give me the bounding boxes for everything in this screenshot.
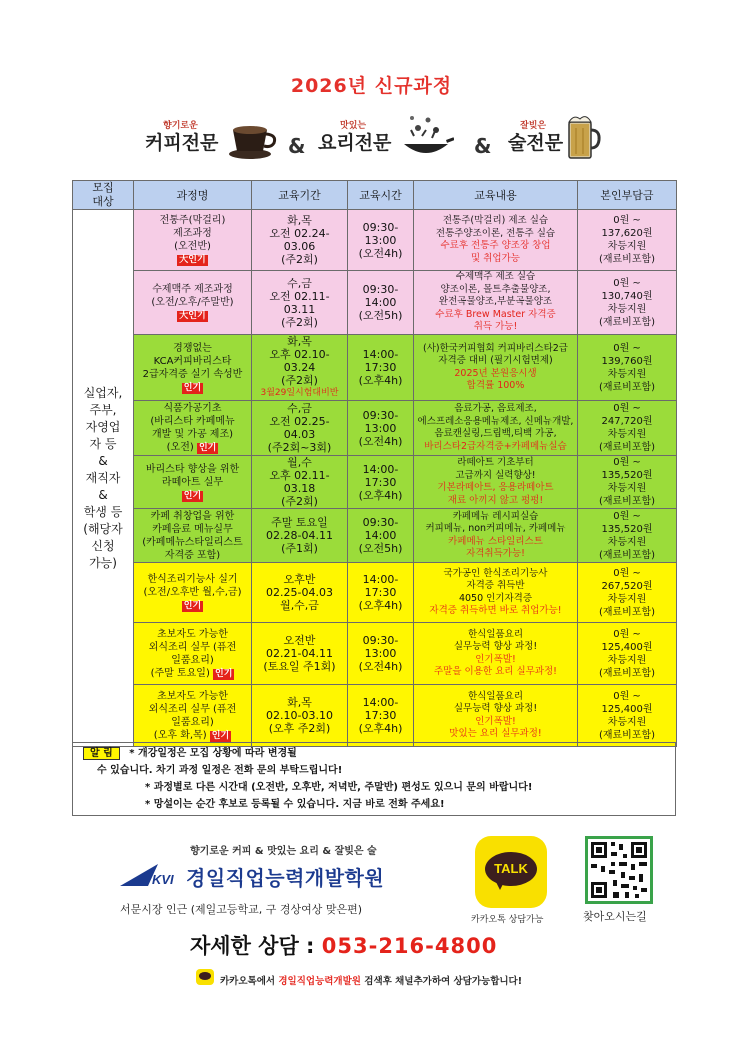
cell-line: 완전곡물양조,부분곡물양조: [438, 296, 553, 308]
time-cell: [348, 563, 414, 623]
cell-line: (오후4h): [358, 722, 403, 735]
course-name-cell: [134, 685, 252, 747]
cell-line: 국가공인 한식조리기능사: [443, 567, 548, 579]
header-time: 교육시간: [348, 181, 414, 210]
cell-line: (주1회): [281, 542, 318, 555]
period-cell: [252, 685, 348, 747]
table-row: [73, 335, 677, 401]
cell-line: (오후4h): [358, 599, 403, 612]
notice-line-4: * 망설이는 순간 후보로 등록될 수 있습니다. 지금 바로 전화 주세요!: [145, 799, 445, 810]
cell-line: 17:30: [364, 475, 397, 489]
table-row: [73, 685, 677, 747]
cost-cell: [578, 271, 677, 335]
cell-line: 2급자격증 실기 속성반: [142, 368, 243, 380]
cell-line: 자격증 포함): [164, 549, 221, 561]
footer-bottom-pre: 카카오톡에서: [220, 976, 276, 987]
header-course-name: 과정명: [134, 181, 252, 210]
cell-line: 화,목: [287, 696, 312, 709]
cell-line: 초보자도 가능한: [157, 690, 228, 702]
cell-line: 화,목: [287, 214, 312, 227]
notice-line-3: * 과정별로 다른 시간대 (오전반, 오후반, 저녁반, 주말반) 편성도 있으니 문의 바랍니다!: [145, 782, 533, 793]
cell-line: [136, 667, 249, 680]
cell-line: 기본라떼아트, 응용라떼아트: [437, 482, 554, 493]
cell-line: 수료후 Brew Master 자격증: [435, 308, 556, 320]
time-cell: [348, 509, 414, 563]
header-target: 모집 대상: [73, 181, 134, 210]
cell-line: (재료비포함): [598, 729, 656, 741]
cell-line: 02.28-04.11: [266, 529, 333, 542]
course-name-cell: [134, 563, 252, 623]
table-header-row: [73, 181, 677, 210]
cost-cell: [578, 685, 677, 747]
cell-line: 커피메뉴, non커피메뉴, 카페메뉴: [425, 523, 566, 534]
cell-line: 화,목: [287, 335, 312, 348]
cell-line: 130,740원: [601, 290, 653, 302]
period-cell: [252, 401, 348, 456]
cell-line: 월,수: [287, 456, 312, 469]
cell-line: 수,금: [287, 402, 312, 415]
theme-cooking: 요리전문: [318, 132, 392, 154]
cell-line: 14:00-: [362, 696, 399, 709]
content-cell: [414, 335, 578, 401]
cost-cell: [578, 210, 677, 271]
cell-line: (카페메뉴스타일리스트: [142, 536, 243, 548]
cell-line: 카페음료 메뉴실무: [152, 523, 233, 535]
cell-line: [136, 441, 249, 454]
cell-line: (재료비포함): [598, 316, 656, 328]
period-cell: [252, 456, 348, 509]
cell-line: 제조과정: [173, 228, 212, 239]
cell-line: 맛있는 요리 실무과정!: [449, 728, 542, 739]
theme-coffee: 커피전문: [145, 132, 219, 154]
table-row: [73, 271, 677, 335]
cell-line-text: (오전/오후반 월,수,금): [143, 587, 242, 598]
cell-line: (재료비포함): [598, 496, 656, 507]
cell-line: 247,720원: [601, 416, 653, 427]
table-row: [73, 509, 677, 563]
cell-line: 바리스타2급자격증+카페메뉴실습: [424, 440, 567, 452]
period-cell: [252, 563, 348, 623]
cell-line: [136, 586, 249, 599]
cell-line: 17:30: [364, 709, 397, 722]
period-cell: [252, 509, 348, 563]
cell-line: 카페 취창업을 위한: [150, 510, 235, 522]
cell-line: 자격증 취득반: [466, 580, 525, 591]
course-schedule-table: [72, 180, 677, 747]
cell-line: 오전 02.11-03.11: [269, 289, 330, 316]
cell-line: 13:00: [364, 233, 397, 247]
badge-line: [136, 253, 249, 266]
notice-box: [72, 742, 676, 816]
cell-line: (주2회): [281, 315, 318, 329]
cell-line: 125,400원: [601, 641, 653, 653]
cell-line: (주2회): [281, 495, 318, 508]
academy-name: 경일직업능력개발학원: [186, 866, 385, 890]
header-cost: 본인부담금: [578, 181, 677, 210]
cell-line: (주2회~3회): [267, 441, 332, 454]
badge-line: [136, 381, 249, 394]
cell-line: 13:00: [364, 421, 397, 435]
exam-date-note: 3월29일시험대비반: [260, 388, 339, 398]
cost-cell: [578, 456, 677, 509]
cell-line: 139,760원: [601, 355, 653, 367]
cell-line: 일품요리): [171, 654, 214, 666]
cell-line: 음료캔실링,드립백,티백 가공,: [434, 428, 557, 439]
cell-line: (재료비포함): [598, 667, 656, 679]
popular-badge: 인기: [211, 730, 230, 741]
cell-line: 오전 02.25-04.03: [269, 415, 330, 441]
cell-line: 양조이론, 몰트추출물양조,: [440, 283, 551, 295]
table-row: [73, 210, 677, 271]
time-cell: [348, 456, 414, 509]
time-cell: [348, 335, 414, 401]
cell-line: 차등지원: [607, 368, 647, 380]
cell-line: (주2회): [281, 253, 318, 266]
cell-line: 라떼아트 기초부터: [457, 457, 534, 468]
cell-line: 차등지원: [607, 593, 647, 605]
cell-line: 오전반: [283, 634, 316, 647]
course-name-cell: [134, 509, 252, 563]
cell-line: 전통주양조이론, 전통주 실습: [435, 227, 556, 239]
cell-line: (오후4h): [358, 488, 403, 502]
popular-badge: 인기: [183, 382, 202, 393]
cell-line: 14:00-: [362, 573, 399, 586]
time-cell: [348, 210, 414, 271]
cell-line-text: (오전): [166, 442, 194, 453]
cell-line: 4050 인기자격증: [458, 592, 533, 604]
cell-line: 주말 토요일: [271, 516, 328, 529]
theme-liquor-small: 잘빚은: [520, 121, 547, 131]
cell-line: 09:30-: [362, 408, 399, 422]
cell-line: 09:30-: [362, 283, 399, 296]
kakao-talk-icon[interactable]: [475, 836, 547, 908]
cell-line: 전통주(막걸리): [159, 215, 226, 226]
qr-code-icon[interactable]: [585, 836, 653, 904]
cell-line: 차등지원: [607, 654, 647, 666]
cell-line: 개발 및 가공 제조): [151, 429, 234, 440]
content-cell: [414, 456, 578, 509]
cell-line: 0원 ~: [613, 628, 641, 640]
cell-line: 및 취업가능: [471, 252, 520, 264]
content-cell: [414, 210, 578, 271]
cost-cell: [578, 623, 677, 685]
cell-line: 09:30-: [362, 634, 399, 647]
cell-line: 차등지원: [607, 536, 647, 548]
cell-line: 자격증 취득하면 바로 취업가능!: [429, 605, 562, 616]
cell-line: 한식조리기능사 실기: [147, 574, 238, 585]
cell-line: 에스프레소응용메뉴제조, 신메뉴개발,: [417, 415, 574, 427]
wok-frying-icon: [398, 110, 454, 164]
cell-line: 02.25-04.03: [266, 586, 333, 599]
period-cell: [252, 271, 348, 335]
cell-line: 자격취득가능!: [466, 548, 525, 559]
theme-cooking-small: 맛있는: [340, 121, 367, 131]
cell-line: (오후4h): [358, 374, 403, 387]
period-cell: [252, 623, 348, 685]
cell-line: 0원 ~: [613, 510, 641, 522]
cell-line-text: (오후 화,목): [153, 729, 207, 741]
cell-line: (재료비포함): [598, 254, 656, 265]
cell-line: 0원 ~: [613, 342, 641, 354]
cell-line: (오전4h): [358, 434, 403, 448]
cell-line: 13:00: [364, 647, 397, 660]
popular-badge: 인기: [183, 490, 202, 501]
cost-cell: [578, 335, 677, 401]
cell-line: 외식조리 실무 (퓨전: [148, 703, 237, 715]
header-content: 교육내용: [414, 181, 578, 210]
cell-line: 합격률 100%: [466, 380, 525, 391]
cell-line: 라떼아트 실무: [161, 476, 224, 488]
badge-line: [136, 489, 249, 502]
cell-line: 차등지원: [607, 716, 647, 728]
theme-amp-2: &: [474, 134, 492, 158]
cell-line: 실무능력 향상 과정!: [453, 641, 538, 652]
popular-badge: 인기: [198, 443, 217, 453]
cell-line: 취득 가능!: [473, 321, 518, 333]
cell-line: 일품요리): [171, 716, 214, 728]
cell-line: 수제맥주 제조 실습: [455, 271, 536, 283]
cell-line: 고급까지 실력향상!: [455, 469, 536, 481]
notice-line-1: * 개강일정은 모집 상황에 따라 변경될: [129, 748, 297, 759]
cell-line: 한식일품요리: [467, 690, 524, 702]
cell-line: 오후 02.11-03.18: [269, 469, 330, 495]
cell-line: 외식조리 실무 (퓨전: [148, 641, 237, 653]
cell-line: 수료후 전통주 양조장 창업: [440, 240, 551, 251]
cell-line: (오후 주2회): [268, 722, 331, 735]
cell-line: 09:30-: [362, 220, 399, 234]
cell-line: 2025년 본원응시생: [454, 367, 537, 379]
cell-line: 0원 ~: [613, 690, 641, 702]
cell-line: (사)한국커피협회 커피바리스타2급: [423, 342, 568, 354]
consult-label: 자세한 상담 :: [190, 934, 315, 958]
cell-line: 267,520원: [601, 580, 653, 592]
beer-mug-icon: [566, 112, 602, 162]
period-cell: [252, 335, 348, 401]
cell-line: 경쟁없는: [173, 342, 212, 354]
cell-line-text: (주말 토요일): [150, 667, 210, 679]
cell-line: 오후반: [283, 573, 316, 586]
course-name-cell: [134, 456, 252, 509]
cell-line: 0원 ~: [613, 567, 641, 579]
cell-line: 카페메뉴 스타일리스트: [448, 535, 543, 547]
cell-line: 02.21-04.11: [266, 647, 333, 660]
table-row: [73, 563, 677, 623]
time-cell: [348, 401, 414, 456]
cell-line: 수,금: [287, 276, 312, 290]
qr-caption: 찾아오시는길: [583, 910, 647, 923]
table-row: [73, 401, 677, 456]
content-cell: [414, 509, 578, 563]
kakao-caption: 카카오톡 상담가능: [471, 915, 544, 925]
course-name-cell: [134, 210, 252, 271]
cell-line: 오전 02.24-03.06: [269, 227, 330, 253]
cell-line: (토요일 주1회): [263, 660, 336, 673]
time-cell: [348, 623, 414, 685]
popular-badge: 大인기: [179, 311, 206, 321]
phone-number[interactable]: 053-216-4800: [321, 934, 498, 958]
theme-amp-1: &: [288, 134, 306, 158]
cell-line: 월,수,금: [280, 599, 319, 612]
footer-kakao-search-note: [220, 973, 522, 987]
cell-line: (오전5h): [358, 542, 403, 555]
cell-line: (오전4h): [358, 246, 403, 260]
cell-line: 17:30: [364, 586, 397, 599]
cell-line: 0원 ~: [613, 457, 641, 468]
cell-line: 14:00: [364, 529, 397, 542]
content-cell: [414, 271, 578, 335]
badge-line: [136, 309, 249, 322]
cell-line: (재료비포함): [598, 549, 656, 561]
cell-line: 바리스타 향상을 위한: [145, 463, 240, 475]
cell-line: 전통주(막걸리) 제조 실습: [442, 215, 549, 226]
cell-line: 실무능력 향상 과정!: [453, 703, 538, 714]
cell-line: 재료 아끼지 않고 펑펑!: [447, 494, 544, 506]
content-cell: [414, 563, 578, 623]
cell-line: 음료가공, 음료제조,: [454, 403, 537, 414]
cell-line: 14:00: [364, 296, 397, 309]
page-title: 2026년 신규과정: [290, 75, 453, 97]
popular-badge: 大인기: [179, 255, 206, 265]
badge-line: [136, 599, 249, 612]
cell-line: 차등지원: [607, 303, 647, 315]
cell-line: 14:00-: [362, 462, 399, 476]
cell-line: 차등지원: [607, 483, 647, 494]
header-period: 교육기간: [252, 181, 348, 210]
cost-cell: [578, 563, 677, 623]
cell-line: (주2회): [281, 374, 318, 387]
kvi-logo-icon: [118, 858, 182, 890]
cell-line: 수제맥주 제조과정: [152, 284, 233, 295]
cell-line: (재료비포함): [598, 381, 656, 393]
course-name-cell: [134, 271, 252, 335]
cell-line: (재료비포함): [598, 442, 656, 453]
kakao-talk-label: TALK: [494, 861, 528, 876]
cell-line: KCA커피바리스타: [153, 355, 232, 367]
cell-line: (바리스타 카페메뉴: [150, 416, 235, 427]
footer-slogan: 향기로운 커피 & 맛있는 요리 & 잘빚은 술: [190, 846, 377, 857]
cell-line: [136, 729, 249, 742]
cell-line: 식품가공기초: [163, 403, 222, 414]
content-cell: [414, 685, 578, 747]
cost-cell: [578, 509, 677, 563]
cell-line: 한식일품요리: [467, 628, 524, 640]
target-audience-cell: 실업자, 주부, 자영업 자 등 & 재직자 & 학생 등 (해당자 신청 가능): [73, 210, 134, 747]
academy-address: 서문시장 인근 (제일고등학교, 구 경상여상 맞은편): [120, 903, 363, 916]
popular-badge: 인기: [183, 601, 202, 611]
period-cell: [252, 210, 348, 271]
cell-line: (오전/오후/주말반): [151, 297, 234, 308]
footer-bottom-name: 경일직업능력개발원: [278, 976, 361, 987]
theme-liquor: 술전문: [508, 132, 564, 154]
table-row: [73, 456, 677, 509]
cell-line: 인기폭발!: [475, 715, 516, 727]
time-cell: [348, 685, 414, 747]
footer-bottom-post: 검색후 채널추가하여 상담가능합니다!: [364, 976, 523, 987]
cell-line: 주말을 이용한 요리 실무과정!: [434, 666, 557, 677]
svg-text:KVI: KVI: [152, 872, 174, 887]
consultation-line: [190, 930, 497, 960]
theme-coffee-small: 향기로운: [163, 121, 198, 131]
kakao-small-icon: [196, 969, 214, 985]
cell-line: 0원 ~: [613, 277, 641, 289]
cell-line: 137,620원: [601, 228, 653, 239]
popular-badge: 인기: [215, 668, 233, 679]
course-name-cell: [134, 335, 252, 401]
cell-line: 차등지원: [607, 429, 647, 440]
cell-line: 14:00-: [362, 348, 399, 361]
cell-line: 초보자도 가능한: [157, 628, 228, 640]
cell-line: 차등지원: [607, 241, 647, 252]
cell-line: 135,520원: [601, 470, 653, 481]
content-cell: [414, 401, 578, 456]
cell-line: (오전반): [174, 241, 211, 252]
cell-line: (오전4h): [358, 660, 403, 673]
cost-cell: [578, 401, 677, 456]
course-name-cell: [134, 401, 252, 456]
cell-line: 17:30: [364, 361, 397, 374]
cell-line: (재료비포함): [598, 606, 656, 618]
cell-line: 0원 ~: [613, 215, 641, 226]
coffee-cup-icon: [228, 120, 280, 162]
time-cell: [348, 271, 414, 335]
cell-line: 125,400원: [601, 703, 653, 715]
cell-line: 자격증 대비 (필기시험면제): [438, 355, 553, 366]
cell-line: 오후 02.10-03.24: [269, 348, 330, 374]
table-row: [73, 623, 677, 685]
course-name-cell: [134, 623, 252, 685]
content-cell: [414, 623, 578, 685]
cell-line: 0원 ~: [613, 403, 641, 414]
cell-line: 카페메뉴 레시피실습: [452, 510, 539, 522]
cell-line: 인기폭발!: [475, 653, 516, 665]
notice-line-2: 수 있습니다. 차기 과정 일정은 전화 문의 부탁드립니다!: [97, 765, 343, 776]
cell-line: 09:30-: [362, 516, 399, 529]
cell-line: 135,520원: [601, 523, 653, 535]
cell-line: (오전5h): [358, 309, 403, 322]
notice-tag: 알 림: [83, 747, 120, 760]
cell-line: 02.10-03.10: [266, 709, 333, 722]
